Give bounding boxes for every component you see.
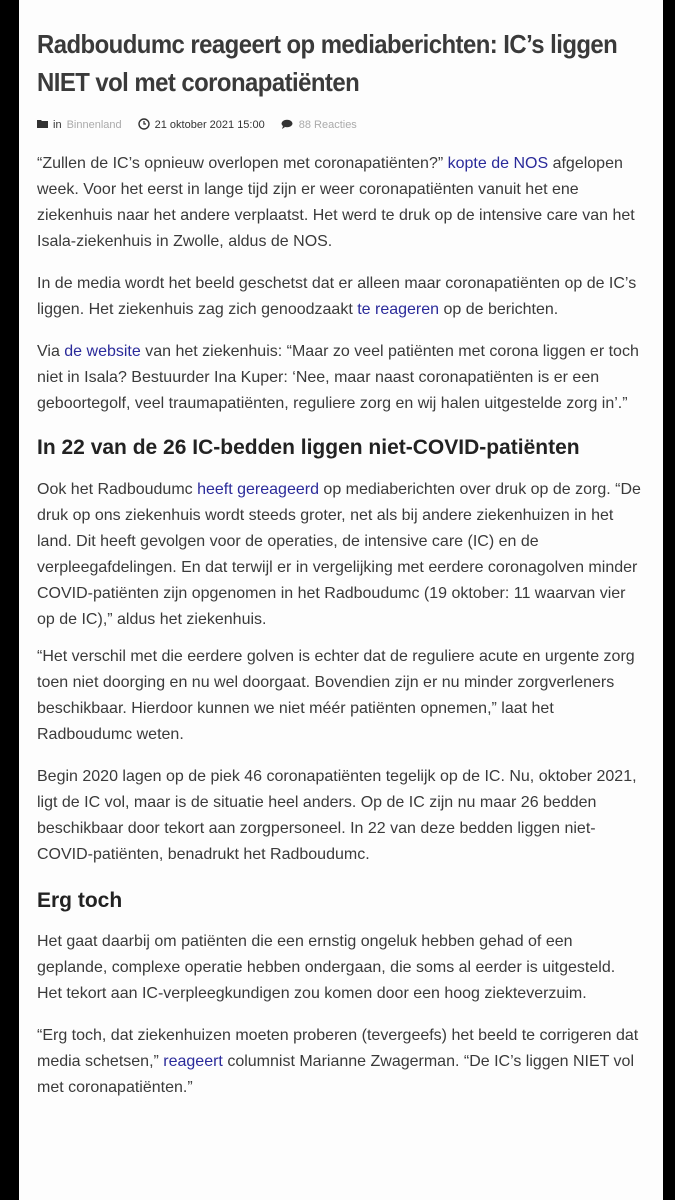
paragraph-7: Het gaat daarbij om patiënten die een ernstig ongeluk hebben gehad of een geplande, complexe operatie hebben ondergaan, die soms al eerder is uitgesteld. Het tekort aan IC-verpleegkundigen zou komen door een hoog ziekteverzuim. (37, 933, 616, 1002)
paragraph-4 (37, 477, 643, 633)
article-meta (37, 117, 643, 133)
link-te-reageren[interactable]: te reageren (357, 301, 440, 318)
paragraph-text: afgelopen week. Voor het eerst in lange tijd zijn er weer coronapatiënten vanuit het ene ziekenhuis naar het andere verplaatst. Het werd te druk op de intensive care van het Isala-ziekenhuis in Zwolle, aldus de NOS. (37, 155, 635, 250)
paragraph-text: columnist Marianne Zwagerman. “De IC’s liggen NIET vol met coronapatiënten.” (37, 1053, 634, 1096)
article-title: Radboudumc reageert op mediaberichten: IC’s liggen NIET vol met coronapatiënten (37, 29, 618, 97)
paragraph-1 (37, 151, 643, 255)
section-heading-ic-bedden: In 22 van de 26 IC-bedden liggen niet-COVID-patiënten (37, 436, 580, 459)
paragraph-2 (37, 271, 643, 323)
paragraph-text: Ook het Radboudumc (37, 481, 198, 498)
link-de-website[interactable]: de website (64, 343, 141, 360)
section-heading-erg-toch: Erg toch (37, 889, 123, 912)
meta-date: 21 oktober 2021 15:00 (154, 119, 265, 131)
paragraph-text: van het ziekenhuis: “Maar zo veel patiënten met corona liggen er toch niet in Isala? Bestuurder Ina Kuper: ‘Nee, maar naast coronapatiënten is er een geboortegolf, veel traumapatiënten, reguliere zorg en wij halen uitgestelde zorg in’.” (37, 343, 639, 412)
meta-in-label: in (53, 119, 62, 131)
paragraph-8 (37, 1023, 643, 1101)
link-kopte-de-nos[interactable]: kopte de NOS (447, 155, 549, 172)
link-heeft-gereageerd[interactable]: heeft gereageerd (197, 481, 319, 498)
link-reageert[interactable]: reageert (163, 1053, 223, 1070)
meta-category-link[interactable]: Binnenland (66, 119, 122, 131)
paragraph-text: op mediaberichten over druk op de zorg. “De druk op ons ziekenhuis wordt steeds groter, net als bij andere ziekenhuizen in het land. Dit heeft gevolgen voor de operaties, de intensive care (IC) en de verpleegafdelingen. En dat terwijl er in vergelijking met eerdere coronagolven minder COVID-patiënten zijn opgenomen in het Radboudumc (19 oktober: 11 waarvan vier op de IC),” aldus het ziekenhuis. (37, 481, 641, 628)
paragraph-text: “Erg toch, dat ziekenhuizen moeten proberen (tevergeefs) het beeld te corrigeren dat media schetsen,” (37, 1027, 639, 1070)
paragraph-6: Begin 2020 lagen op de piek 46 coronapatiënten tegelijk op de IC. Nu, oktober 2021, ligt de IC vol, maar is de situatie heel anders. Op de IC zijn nu maar 26 bedden beschikbaar door tekort aan zorgpersoneel. In 22 van deze bedden liggen niet-COVID-patiënten, benadrukt het Radboudumc. (37, 768, 637, 863)
article-sheet (19, 0, 663, 1200)
clock-icon (138, 118, 150, 133)
paragraph-5: “Het verschil met die eerdere golven is echter dat de reguliere acute en urgente zorg toen niet doorging en nu wel doorgaat. Bovendien zijn er nu minder zorgverleners beschikbaar. Hierdoor kunnen we niet méér patiënten opnemen,” laat het Radboudumc weten. (37, 648, 635, 743)
paragraph-text: In de media wordt het beeld geschetst dat er alleen maar coronapatiënten op de IC’s liggen. Het ziekenhuis zag zich genoodzaakt (37, 275, 637, 318)
paragraph-text: Via (37, 343, 65, 360)
paragraph-text: op de berichten. (439, 301, 559, 318)
paragraph-text: “Zullen de IC’s opnieuw overlopen met coronapatiënten?” (37, 155, 448, 172)
folder-icon (37, 119, 48, 131)
meta-comments-link[interactable]: 88 Reacties (298, 119, 357, 131)
comments-icon (281, 119, 294, 132)
paragraph-3 (37, 339, 643, 417)
